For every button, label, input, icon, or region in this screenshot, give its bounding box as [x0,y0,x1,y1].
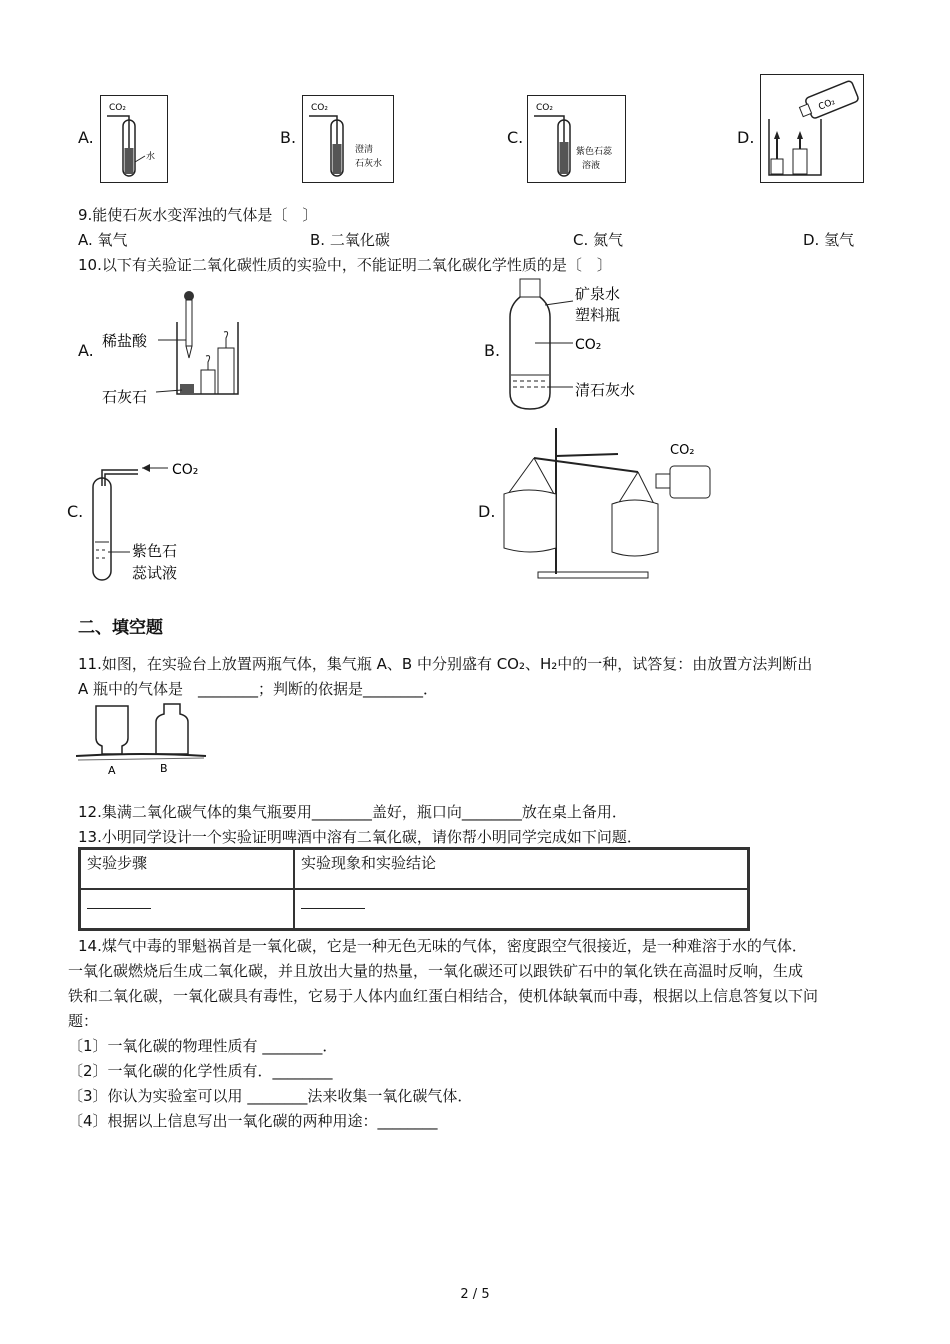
q11-line-2: A 瓶中的气体是 ________；判断的依据是________． [78,680,439,698]
table-row [80,849,748,889]
q10-c-gas-label: CO₂ [172,462,199,478]
q8-option-c-figure [527,95,626,183]
q10-c-label-1: 紫色石 [132,542,178,560]
q9-stem: 9.能使石灰水变浑浊的气体是〔 〕 [78,206,318,224]
q14-sub-4: 〔4〕根据以上信息写出一氧化碳的两种用途：________ [68,1112,438,1130]
section-title: 二、填空题 [78,618,163,638]
q8-c-gas-label: CO₂ [536,103,553,113]
q14-sub-2: 〔2〕一氧化碳的化学性质有．________ [68,1062,333,1080]
q14-line-2: 一氧化碳燃烧后生成二氧化碳，并且放出大量的热量，一氧化碳还可以跟铁矿石中的氧化铁在高温时反响，生成 [68,962,804,980]
q11-bottle-b-label: B [160,762,168,775]
q13-table [78,847,750,931]
q8-b-gas-label: CO₂ [311,103,328,113]
q10-option-a-label: A. [78,341,94,360]
q10-b-label-2: 塑料瓶 [575,306,621,324]
q13-header-results: 实验现象和实验结论 [294,849,748,889]
q12-text: 12.集满二氧化碳气体的集气瓶要用________盖好，瓶口向________放在桌上备用． [78,803,627,821]
q8-d-gas-label: CO₂ [817,97,837,113]
q10-option-a-figure [100,286,245,406]
q11-line-1: 11.如图，在实验台上放置两瓶气体，集气瓶 A、B 中分别盛有 CO₂、H₂中的一种，试答复：由放置方法判断出 [78,655,813,673]
answer-blank[interactable] [301,892,365,909]
table-row [80,889,748,929]
q8-option-d-figure [760,74,864,183]
q8-a-gas-label: CO₂ [109,103,126,113]
q10-b-liquid-label: 清石灰水 [575,381,636,399]
q14-line-3: 铁和二氧化碳，一氧化碳具有毒性，它易于人体内血红蛋白相结合，使机体缺氧而中毒，根据以上信息答复以下问 [68,987,819,1005]
q13-text: 13.小明同学设计一个实验证明啤酒中溶有二氧化碳，请你帮小明同学完成如下问题． [78,828,642,846]
q9-option-d[interactable]: D. 氢气 [803,231,855,249]
q8-c-liquid-label-1: 紫色石蕊 [576,147,613,157]
q10-option-c-figure [88,456,218,586]
q8-b-liquid-label-2: 石灰水 [355,159,383,169]
q8-option-a-figure [100,95,168,183]
q9-option-a[interactable]: A. 氧气 [78,231,128,249]
q8-option-a-label: A. [78,128,94,147]
q8-c-liquid-label-2: 溶液 [582,161,601,171]
q10-stem: 10.以下有关验证二氧化碳性质的实验中，不能证明二氧化碳化学性质的是〔 〕 [78,256,612,274]
q14-line-4: 题： [68,1012,99,1030]
q10-option-b-figure [505,275,665,413]
q8-option-b-figure [302,95,394,183]
q11-bottle-a-label: A [108,764,116,777]
q10-a-stone-label: 石灰石 [102,388,148,406]
q8-option-c-label: C. [507,128,524,147]
q8-b-liquid-label-1: 澄清 [355,145,374,155]
q10-b-label-1: 矿泉水 [575,285,621,303]
page-number: 2 / 5 [460,1287,490,1302]
q11-figure [76,698,208,778]
answer-blank[interactable] [87,892,151,909]
q13-answer-results[interactable] [294,889,748,929]
q10-d-gas-label: CO₂ [670,443,695,458]
q10-option-d-label: D. [478,502,496,521]
q10-option-d-figure [498,424,723,582]
q10-option-b-label: B. [484,341,501,360]
q10-a-acid-label: 稀盐酸 [102,332,148,350]
q8-option-b-label: B. [280,128,297,147]
q13-header-steps: 实验步骤 [80,849,294,889]
q13-answer-steps[interactable] [80,889,294,929]
q9-option-c[interactable]: C. 氮气 [573,231,624,249]
q10-b-gas-label: CO₂ [575,337,602,353]
q8-a-liquid-label: 水 [146,152,156,162]
q10-option-c-label: C. [67,502,84,521]
q8-option-d-label: D. [737,128,755,147]
q9-option-b[interactable]: B. 二氧化碳 [310,231,390,249]
q14-line-1: 14.煤气中毒的罪魁祸首是一氧化碳，它是一种无色无味的气体，密度跟空气很接近，是一种难溶于水的气体． [78,937,807,955]
q10-c-label-2: 蕊试液 [132,564,178,582]
q14-sub-3: 〔3〕你认为实验室可以用 ________法来收集一氧化碳气体． [68,1087,473,1105]
q14-sub-1: 〔1〕一氧化碳的物理性质有 ________． [68,1037,338,1055]
